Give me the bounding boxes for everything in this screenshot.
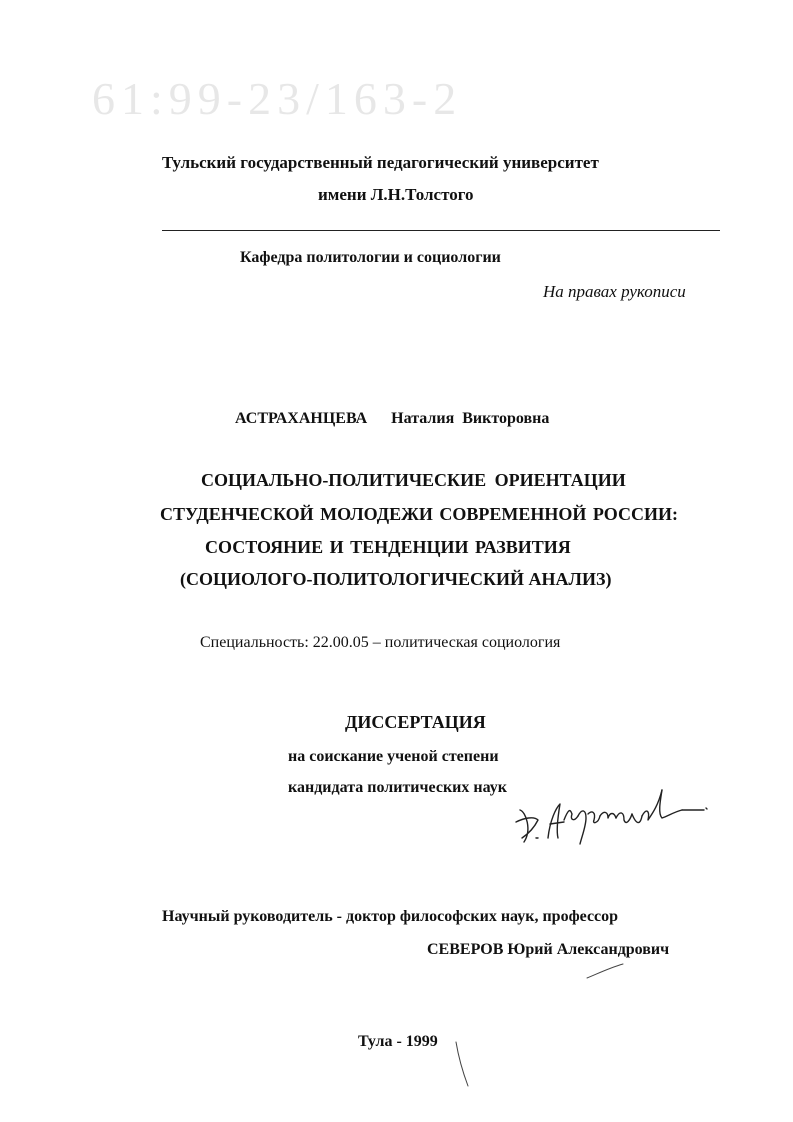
supervisor-name: СЕВЕРОВ Юрий Александрович xyxy=(427,941,670,958)
manuscript-note: На правах рукописи xyxy=(543,282,686,301)
author-name xyxy=(235,410,549,428)
title-line: СОЦИАЛЬНО-ПОЛИТИЧЕСКИЕ ОРИЕНТАЦИИ xyxy=(201,470,626,490)
author-surname: АСТРАХАНЦЕВА xyxy=(235,410,368,427)
title-line: СТУДЕНЧЕСКОЙ МОЛОДЕЖИ СОВРЕМЕННОЙ РОССИИ: xyxy=(160,504,679,524)
specialty: Специальность: 22.00.05 – политическая социология xyxy=(200,634,561,651)
department-name: Кафедра политологии и социологии xyxy=(240,249,501,266)
author-signature xyxy=(512,780,712,850)
university-name: Тульский государственный педагогический университет xyxy=(162,153,599,172)
university-named-after: имени Л.Н.Толстого xyxy=(318,185,474,204)
pen-mark xyxy=(452,1040,472,1090)
supervisor-role: Научный руководитель - доктор философских наук, профессор xyxy=(162,908,619,925)
header-divider xyxy=(162,230,720,231)
author-given-names: Наталия Викторовна xyxy=(391,410,550,427)
title-line: (СОЦИОЛОГО-ПОЛИТОЛОГИЧЕСКИЙ АНАЛИЗ) xyxy=(180,569,612,589)
degree-line-2: кандидата политических наук xyxy=(288,779,508,796)
title-line: СОСТОЯНИЕ И ТЕНДЕНЦИИ РАЗВИТИЯ xyxy=(205,537,571,557)
degree-line-1: на соискание ученой степени xyxy=(288,748,499,765)
archive-stamp: 61:99-23/163-2 xyxy=(92,73,463,124)
work-type-heading: ДИССЕРТАЦИЯ xyxy=(345,712,486,732)
pen-mark xyxy=(585,962,625,980)
city-year: Тула - 1999 xyxy=(358,1033,438,1050)
